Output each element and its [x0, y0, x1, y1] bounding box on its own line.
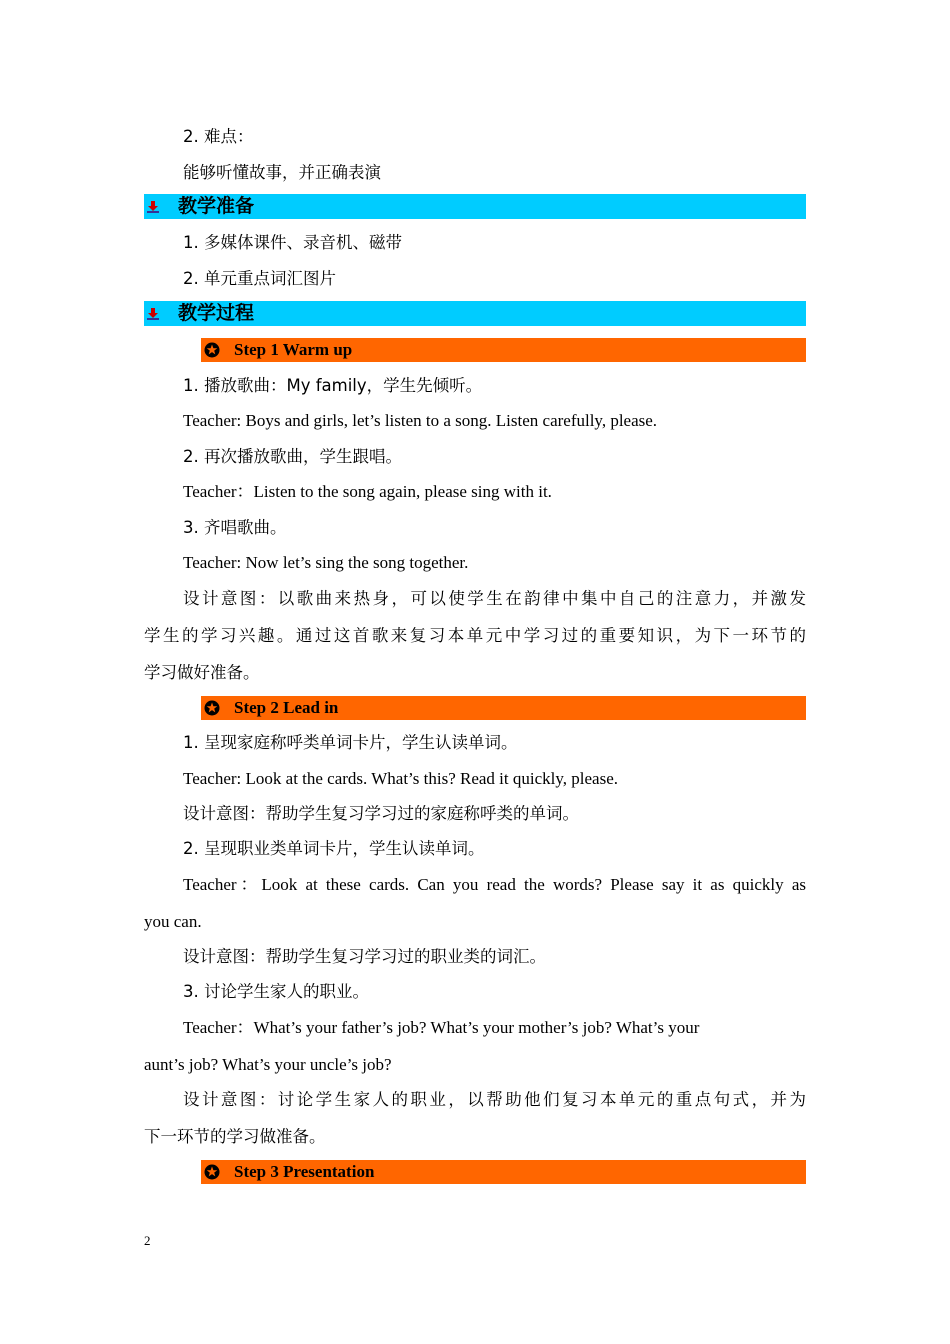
step-header-2 [201, 696, 806, 720]
text-line: 设计意图：以歌曲来热身，可以使学生在韵律中集中自己的注意力，并激发 [183, 589, 806, 608]
text-line: 下一环节的学习做准备。 [144, 1127, 326, 1146]
text-line: 1. 播放歌曲：My family，学生先倾听。 [183, 376, 483, 395]
text-line: 3. 齐唱歌曲。 [183, 518, 287, 537]
text-line: Teacher：Look at these cards. Can you read the words? Please say it as quickly as [183, 875, 806, 894]
text-line: 3. 讨论学生家人的职业。 [183, 982, 369, 1001]
download-arrow-icon [147, 308, 159, 320]
text-line: 设计意图：帮助学生复习学习过的职业类的词汇。 [183, 947, 546, 966]
star-circle-icon [204, 342, 220, 358]
step-title: Step 2 Lead in [234, 698, 339, 717]
section-header-preparation [144, 194, 806, 219]
page-number: 2 [144, 1233, 151, 1248]
section-header-process [144, 301, 806, 326]
text-line: Teacher: Look at the cards. What’s this? Read it quickly, please. [183, 769, 618, 788]
text-line: 1. 呈现家庭称呼类单词卡片，学生认读单词。 [183, 733, 518, 752]
text-line: 设计意图：讨论学生家人的职业，以帮助他们复习本单元的重点句式，并为 [183, 1090, 806, 1109]
star-circle-icon [204, 700, 220, 716]
text-line: 1. 多媒体课件、录音机、磁带 [183, 233, 402, 252]
section-title: 教学准备 [178, 195, 255, 217]
text-line: 2. 呈现职业类单词卡片，学生认读单词。 [183, 839, 485, 858]
download-arrow-icon [147, 201, 159, 213]
star-circle-icon [204, 1164, 220, 1180]
text-line: 学习做好准备。 [144, 663, 260, 682]
text-line: 2. 单元重点词汇图片 [183, 269, 336, 288]
step-title: Step 3 Presentation [234, 1162, 375, 1181]
text-line: Teacher：Listen to the song again, please sing with it. [183, 482, 552, 501]
text-line: 2. 难点： [183, 127, 254, 146]
text-line: aunt’s job? What’s your uncle’s job? [144, 1055, 392, 1074]
text-line: you can. [144, 912, 202, 931]
section-title: 教学过程 [178, 302, 255, 324]
text-line: Teacher: Boys and girls, let’s listen to a song. Listen carefully, please. [183, 411, 658, 430]
text-line: 2. 再次播放歌曲，学生跟唱。 [183, 447, 402, 466]
text-line: Teacher：What’s your father’s job? What’s your mother’s job? What’s your [183, 1018, 700, 1037]
step-title: Step 1 Warm up [234, 340, 353, 359]
step-header-3 [201, 1160, 806, 1184]
text-line: Teacher: Now let’s sing the song together. [183, 553, 469, 572]
text-line: 能够听懂故事，并正确表演 [183, 163, 381, 182]
text-line: 学生的学习兴趣。通过这首歌来复习本单元中学习过的重要知识，为下一环节的 [144, 626, 806, 645]
step-header-1 [201, 338, 806, 362]
text-line: 设计意图：帮助学生复习学习过的家庭称呼类的单词。 [183, 804, 579, 823]
